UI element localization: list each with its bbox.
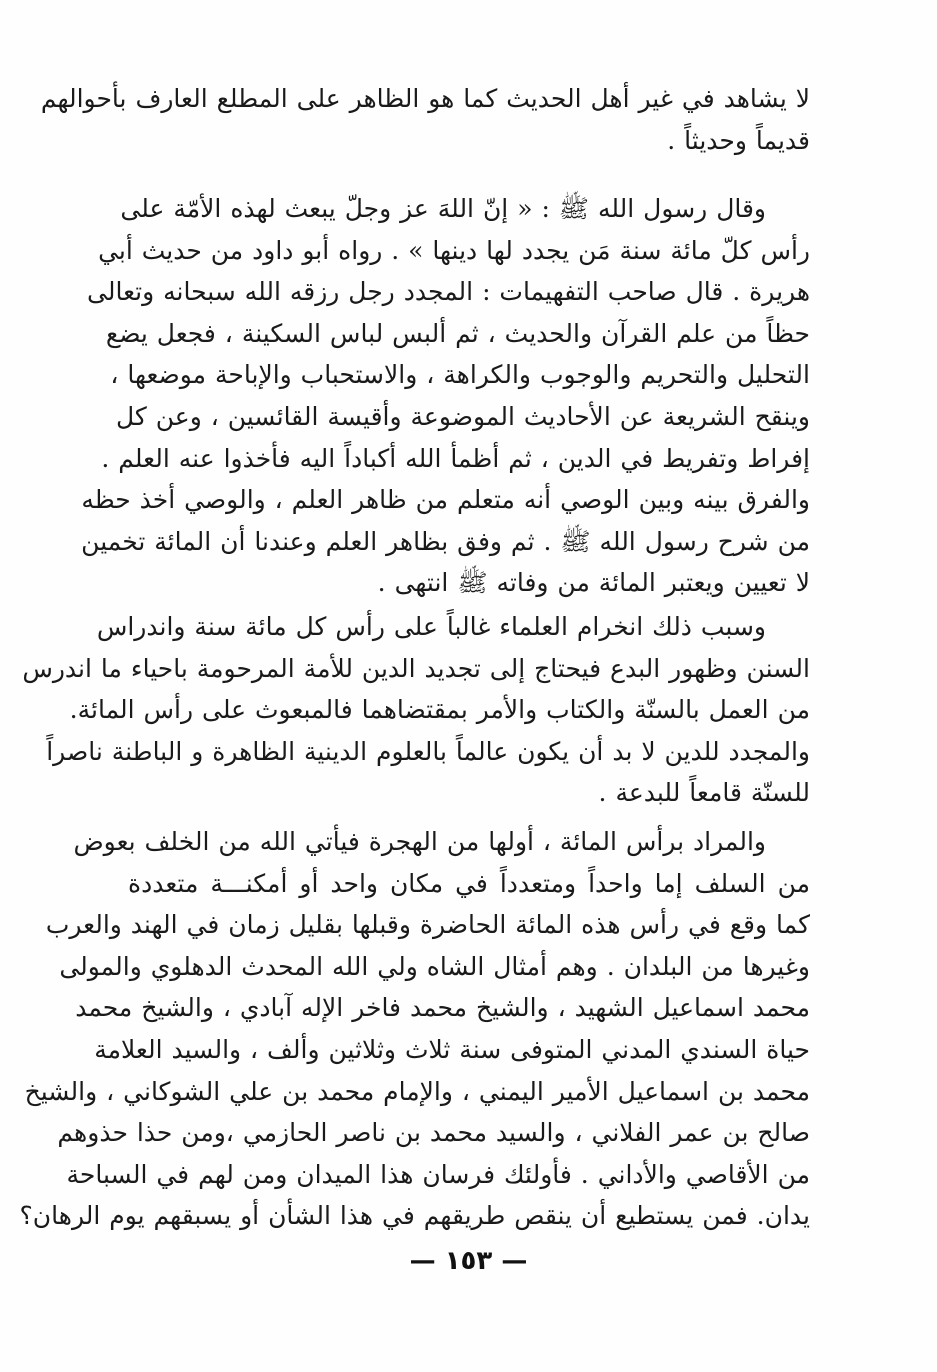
text-line: إفراط وتفريط في الدين ، ثم أظمأ الله أكباداً اليه فأخذوا عنه العلم . <box>101 443 810 473</box>
text-line: والفرق بينه وبين الوصي أنه متعلم من ظاهر العلم ، والوصي أخذ حظه <box>81 485 810 515</box>
text-line: محمد بن اسماعيل الأمير اليمني ، والإمام محمد بن علي الشوكاني ، والشيخ <box>24 1076 810 1106</box>
page-number: — ١٥٣ — <box>409 1246 528 1276</box>
paragraph-3 <box>22 606 810 814</box>
text-line: والمجدد للدين لا بد أن يكون عالماً بالعلوم الدينية الظاهرة و الباطنة ناصراً <box>46 736 810 766</box>
text-line: صالح بن عمر الفلاني ، والسيد محمد بن ناصر الحازمي ،ومن حذا حذوهم <box>57 1118 810 1148</box>
text-line: من العمل بالسنّة والكتاب والأمر بمقتضاهما فالمبعوث على رأس المائة. <box>69 695 810 725</box>
text-line: السنن وظهور البدع فيحتاج إلى تجديد الدين للأمة المرحومة باحياء ما اندرس <box>22 653 810 683</box>
text-line: من الأقاصي والأداني . فأولئك فرسان هذا الميدان ومن لهم في السباحة <box>66 1159 810 1189</box>
text-line: التحليل والتحريم والوجوب والكراهة ، والاستحباب والإباحة موضعها ، <box>110 360 810 390</box>
text-line: من السلف إما واحداً ومتعدداً في مكان واحد أو أمكنـــة متعددة <box>128 868 810 898</box>
text-line: قديماً وحديثاً . <box>667 125 810 155</box>
paragraph-1 <box>40 78 810 161</box>
paragraph-2 <box>81 188 810 604</box>
text-line: وقال رسول الله ﷺ : « إنّ اللهَ عز وجلّ يبعث لهذه الأمّة على <box>120 194 766 223</box>
text-line: كما وقع في رأس هذه المائة الحاضرة وقبلها بقليل زمان في الهند والعرب <box>45 910 810 940</box>
paragraph-4 <box>19 821 810 1237</box>
text-line: وسبب ذلك انخرام العلماء غالباً على رأس كل مائة سنة واندراس <box>96 612 766 641</box>
text-line: رأس كلّ مائة سنة مَن يجدد لها دينها » . رواه أبو داود من حديث أبي <box>98 235 810 265</box>
text-line: هريرة . قال صاحب التفهيمات : المجدد رجل رزقه الله سبحانه وتعالى <box>87 277 810 307</box>
text-line: وينقح الشريعة عن الأحاديث الموضوعة وأقيسة القائسين ، وعن كل <box>115 401 810 431</box>
text-line: من شرح رسول الله ﷺ . ثم وفق بظاهر العلم وعندنا أن المائة تخمين <box>81 526 810 556</box>
text-line: وغيرها من البلدان . وهم أمثال الشاه ولي الله المحدث الدهلوي والمولى <box>59 951 810 981</box>
text-line: حظاً من علم القرآن والحديث ، ثم ألبس لباس السكينة ، فجعل يضع <box>105 318 810 348</box>
text-line: والمراد برأس المائة ، أولها من الهجرة فيأتي الله من الخلف بعوض <box>73 827 766 856</box>
text-line: لا يشاهد في غير أهل الحديث كما هو الظاهر على المطلع العارف بأحوالهم <box>40 84 810 113</box>
text-line: لا تعيين ويعتبر المائة من وفاته ﷺ انتهى . <box>377 568 810 598</box>
text-line: حياة السندي المدني المتوفى سنة ثلاث وثلاثين وألف ، والسيد العلامة <box>94 1034 810 1064</box>
text-line: يدان. فمن يستطيع أن ينقص طريقهم في هذا الشأن أو يسبقهم يوم الرهان؟ <box>19 1201 810 1231</box>
text-line: للسنّة قامعاً للبدعة . <box>598 778 810 808</box>
text-line: محمد اسماعيل الشهيد ، والشيخ محمد فاخر الإله آبادي ، والشيخ محمد <box>75 993 810 1023</box>
